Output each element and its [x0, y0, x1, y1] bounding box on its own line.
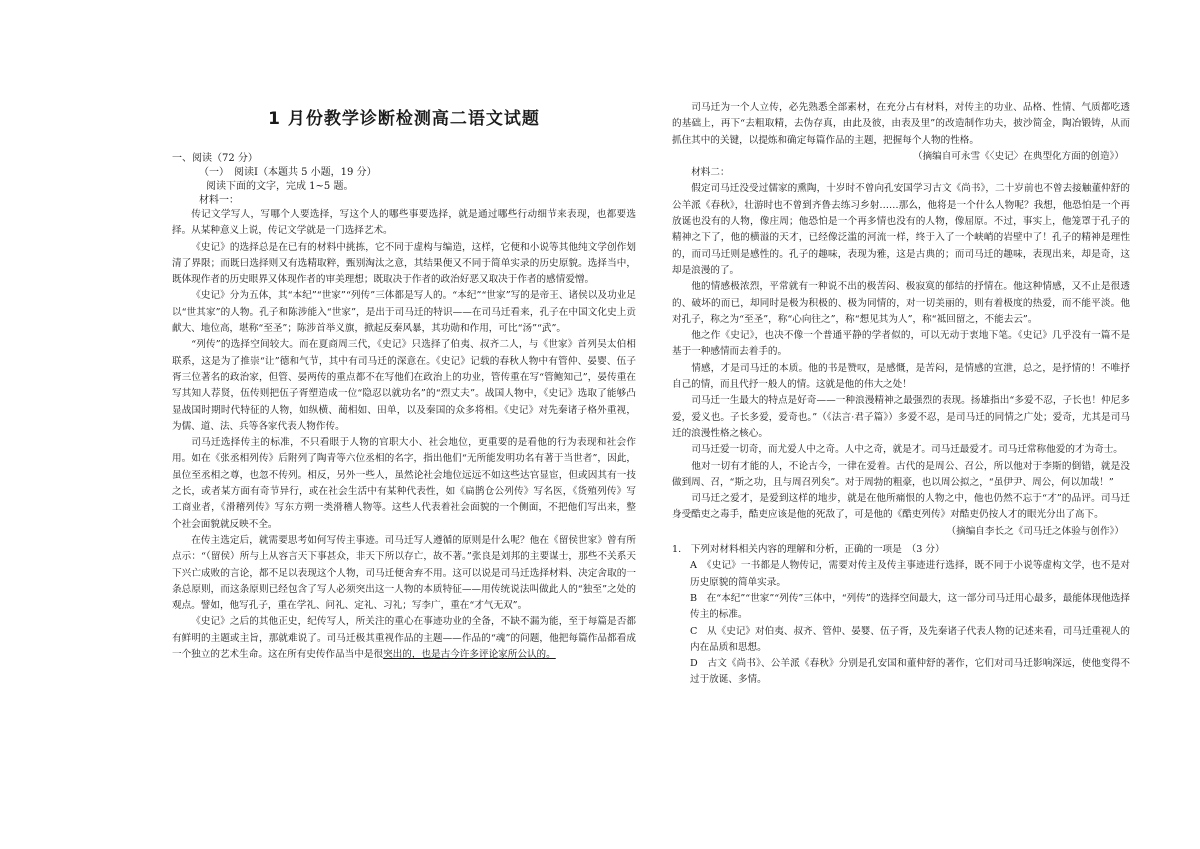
- paragraph: 他对一切有才能的人，不论古今，一律在爱着。古代的是周公、召公，所以他对于李斯的倒错，就是没做到周、召，“斯之功，且与周召列矣”。对于周勃的粗豪，也以周公拟之，“虽伊尹、周公，何以加哉！”: [672, 460, 1130, 488]
- material-two-label: 材料二：: [691, 167, 730, 179]
- option-a: A 《史记》一书都是人物传记，需要对传主及传主事迹进行选择，既不同于小说等虚构文学，也不是对历史原貌的简单实录。: [690, 560, 1130, 588]
- paragraph: 假定司马迁没受过儒家的熏陶，十岁时不曾向孔安国学习古文《尚书》，二十岁前也不曾去接触董仲舒的公羊派《春秋》，壮游时也不曾到齐鲁去练习乡射……那么，他将是一个什么人物呢？我想，他恐怕是一个再放诞也没有的人物，像庄周；他恐怕是一个再多情也没有的人物，像屈原。不过，事实上，他笼罩于孔子的精神之下了，他的横溢的天才，已经像泛滥的河流一样，终于入了一个峡峭的岩壁中了！孔子的精神是理性的，而司马迁则是感性的。孔子的趣味，表现为雅，这是古典的；而司马迁的趣味，表现出来，却是奇，这却是浪漫的了。: [672, 183, 1130, 276]
- paragraph: 司马迁之爱才，是爱到这样的地步，就是在他所痛恨的人物之中，他也仍然不忘于“才”的品评。司马迁身受酷吏之毒手，酷吏应该是他的死敌了，可是他的《酷吏列传》对酷吏仍按人才的眼光分出了高下。: [672, 493, 1130, 521]
- paragraph: 司马迁爱一切奇，而尤爱人中之奇。人中之奇，就是才。司马迁最爱才。司马迁常称他爱的才为奇士。: [691, 444, 1123, 456]
- paragraph: 他的情感极浓烈，平常就有一种说不出的极苦闷、极寂寞的郁结的抒情在。他这种情感，又不止是很透的、破坏的而已，却同时是极为积极的、极为同情的，对一切美丽的，则有着极度的热爱，而不能平淡。他对孔子，称之为“至圣”，称“心向往之”，称“想见其为人”，称“祗回留之，不能去云”。: [672, 281, 1130, 325]
- page-title: 1 月份教学诊断检测高二语文试题: [268, 109, 540, 129]
- paragraph: 司马迁一生最大的特点是好奇——一种浪漫精神之最强烈的表现。扬雄指出“多爱不忍，子长也！仲尼多爱，爱义也。子长多爱，爱奇也。”（《法言·君子篇》）多爱不忍，是司马迁的同情之广处；爱奇，尤其是司马迁的浪漫性格之核心。: [672, 395, 1130, 439]
- paragraph: 情感，才是司马迁的本质。他的书是赞叹，是感慨，是苦闷，是情感的宣泄，总之，是抒情的！不唯抒自己的情，而且代抒一般人的情。这就是他的伟大之处！: [672, 362, 1130, 391]
- paragraph: 司马迁为一个人立传，必先熟悉全部素材，在充分占有材料，对传主的功业、品格、性情、气质都吃透的基础上，再下“去粗取精，去伪存真，由此及彼，由表及里”的改造制作功夫，披沙简金，陶冶锻铸，从而抓住其中的关键，以提炼和确定每篇作品的主题，把握每个人物的性格。: [672, 102, 1130, 146]
- question-1: 1. 下列对材料相关内容的理解和分析，正确的一项是 （3 分）: [672, 544, 945, 556]
- paragraph-last: [172, 614, 636, 663]
- option-b: B 在“本纪”“世家”“列传”三体中，“列传”的选择空间最大，这一部分司马迁用心最多，最能体现他选择传主的标准。: [690, 592, 1130, 621]
- source-citation: （摘编自可永雪《〈史记〉在典型化方面的创造》）: [912, 150, 1124, 162]
- paragraph: 他之作《史记》，也决不像一个普通平静的学者似的，可以无动于衷地下笔。《史记》几乎没有一篇不是基于一种感情而去着手的。: [672, 330, 1130, 358]
- reading-instruction: 阅读下面的文字，完成 1~5 题。: [206, 181, 354, 192]
- option-d: D 古文《尚书》、公羊派《春秋》分别是孔安国和董仲舒的著作，它们对司马迁影响深远，使他变得不过于放诞、多情。: [690, 658, 1130, 686]
- paragraph: 传记文学写人，写哪个人要选择，写这个人的哪些事要选择，就是通过哪些行动细节来表现，也都要选择。从某种意义上说，传记文学就是一门选择艺术。: [172, 209, 636, 237]
- paragraph-text: 《史记》之后的其他正史，纪传写人，所关注的重心在事迹功业的全备，不缺不漏为能，至于每篇是否都有鲜明的主题或主旨，那就难说了。司马迁极其重视作品的主题——作品的“魂”的问题，他把每篇作品都看成一个独立的艺术生命。: [172, 616, 636, 661]
- subsection-heading: （一） 阅读Ⅰ（本题共 5 小题，19 分）: [199, 167, 377, 178]
- paragraph: “列传”的选择空间较大。而在夏商周三代，《史记》只选择了伯夷、叔齐二人，与《世家》首列吴太伯相联系，这是为了推崇“让”德和气节，其中有司马迁的深意在。《史记》记载的春秋人物中有管仲、晏婴、伍子胥三位著名的政治家，但管、晏两传的重点都不在写他们在政治上的功业，管传重在写“管鲍知己”，晏传重在写其知人荐贤，伍传则把伍子胥塑造成一位“隐忍以就功名”的“烈丈夫”。战国人物中，《史记》选取了能够凸显战国时期时代特征的人物，如纵横、蔺相如、田单，以及秦国的众多将相。《史记》对先秦诸子格外重视，为儒、道、法、兵等各家代表人物作传。: [172, 339, 636, 432]
- paragraph: 《史记》的选择总是在已有的材料中挑拣，它不同于虚构与编造，这样，它便和小说等其他纯文学创作划清了界限；而既曰选择则又有选精取粹，甄别淘汰之意，其结果便又不同于简单实录的历史原貌。选择当中，既体现作者的历史眼界又体现作者的审美理想；既取决于作者的政治好恶又取决于作者的感情爱憎。: [172, 241, 636, 286]
- paragraph: 司马迁选择传主的标准，不只看眼于人物的官职大小、社会地位，更重要的是看他的行为表现和社会作用。如在《张丞相列传》后附列了陶青等六位丞相的名字，指出他们“无所能发明功名有著于当世者”，因此，虽位至丞相之尊，也忽不传列。相反，另外一些人，虽然论社会地位远远不如这些达官显宦，但或因其有一技之长，或者某方面有奇节异行，或在社会生活中有某种代表性，如《扁鹊仓公列传》写名医，《货殖列传》写工商业者，《滑稽列传》写东方朔一类滑稽人物等。这些人代表着社会面貌的一个侧面，不把他们写出来，整个社会面貌就反映不全。: [172, 437, 636, 530]
- section-heading: 一、阅读（72 分）: [172, 153, 258, 164]
- paragraph: 在传主选定后，就需要思考如何写传主事迹。司马迁写人遵循的原则是什么呢？他在《留侯世家》曾有所点示：“（留侯）所与上从容言天下事甚众，非天下所以存亡，故不著。”张良是刘邦的主要谋士，那些不关系天下兴亡成败的言论，都不足以表现这个人物，司马迁便舍弃不用。这可以说是司马迁选择材料、决定舍取的一条总原则，而这条原则已经包含了写人必须突出这一人物的本质特征——用传统说法叫做此人的“独至”之处的观点。譬如，他写孔子，重在学礼、问礼、定礼、习礼；写李广，重在“才气无双”。: [172, 534, 636, 612]
- left-column: [172, 207, 636, 663]
- paragraph: 《史记》分为五体，其“本纪”“世家”“列传”三体都是写人的。“本纪”“世家”写的是帝王、诸侯以及功业足以“世其家”的人物。孔子和陈涉能入“世家”，是出于司马迁的特识——在司马迁看来，孔子在中国文化史上贡献大、地位高，堪称“至圣”；陈涉首举义旗，掀起反秦风暴，其功勋和作用，可比“汤”“武”。: [172, 290, 636, 335]
- right-column: [672, 100, 1130, 689]
- option-c: C 从《史记》对伯夷、叔齐、管仲、晏婴、伍子胥，及先秦诸子代表人物的记述来看，司马迁重视人的内在品质和思想。: [690, 625, 1130, 653]
- underlined-text: 突出的，也是古今许多评论家所公认的。: [383, 649, 556, 661]
- material-one-label: 材料一：: [199, 195, 239, 206]
- paragraph-text: 这在所有史传作品当中是很: [267, 649, 384, 661]
- source-citation: （摘编自李长之《司马迁之体验与创作》）: [946, 525, 1124, 537]
